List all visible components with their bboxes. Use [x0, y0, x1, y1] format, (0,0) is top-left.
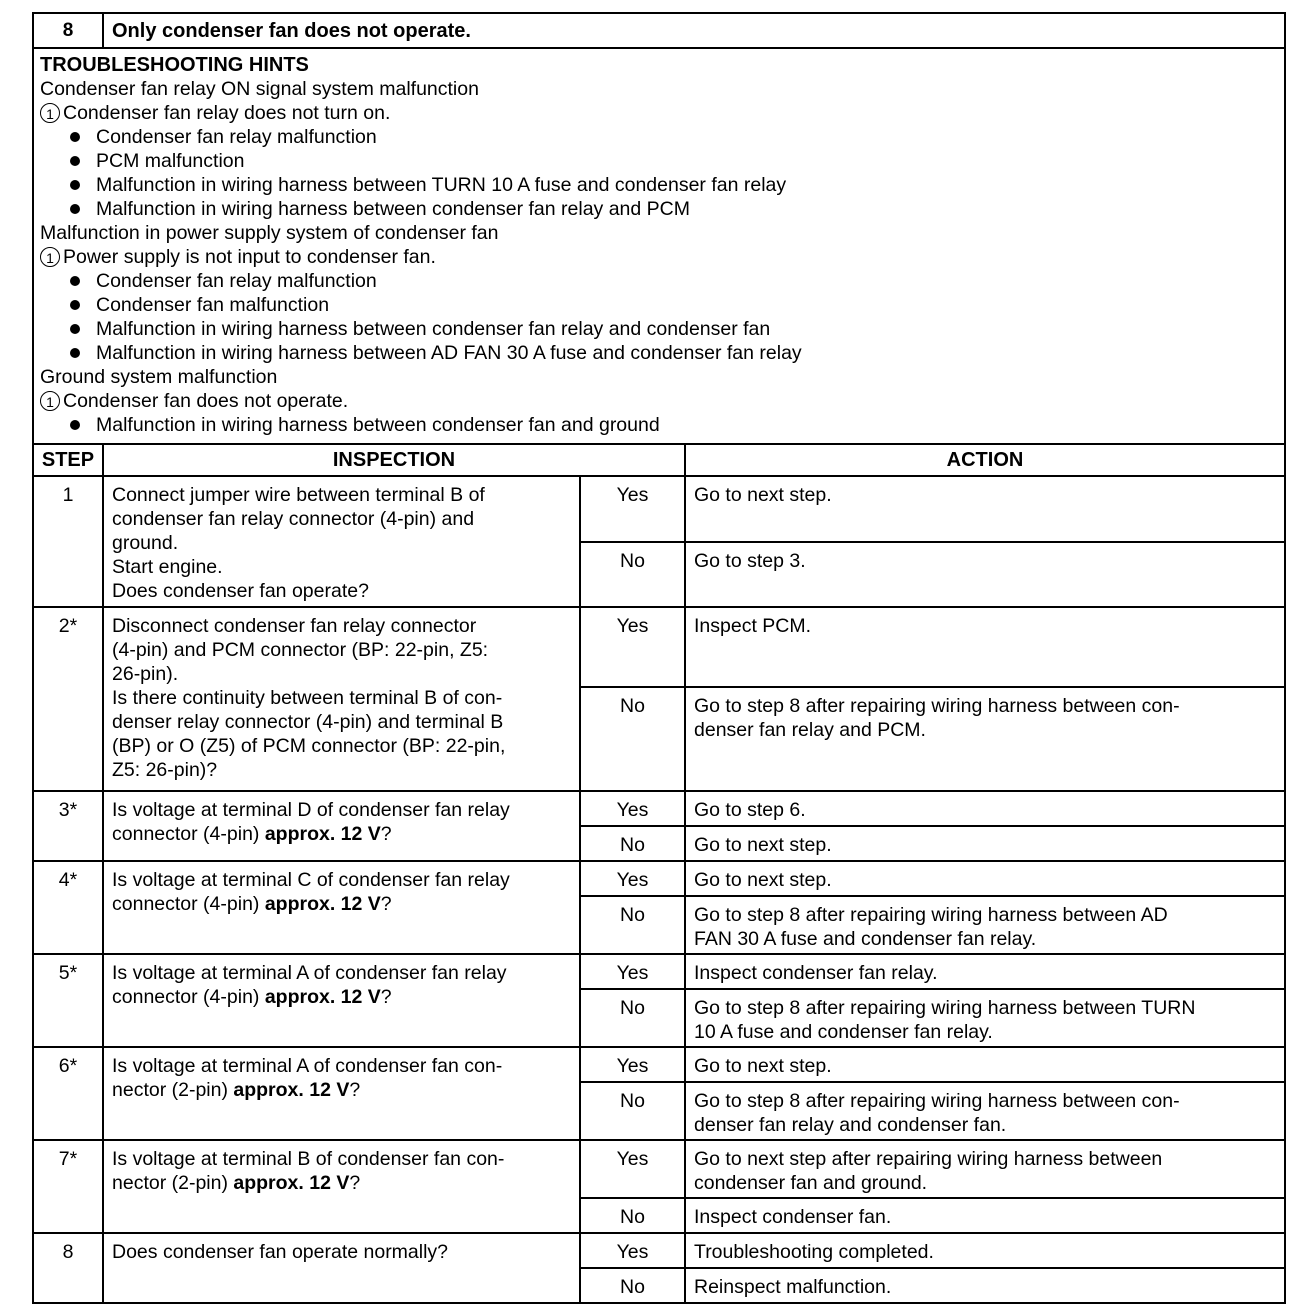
- no-label: No: [580, 542, 685, 607]
- action-line: Go to next step.: [694, 1055, 832, 1077]
- hint-heading: Condenser fan relay ON signal system malfunction: [40, 78, 479, 100]
- action-line: Go to step 6.: [694, 799, 806, 821]
- action-line: condenser fan and ground.: [694, 1172, 928, 1194]
- action-line: Reinspect malfunction.: [694, 1276, 892, 1298]
- inspection-text: [103, 1047, 580, 1140]
- circled-number-icon: 1: [40, 247, 60, 267]
- step-number: 5*: [33, 954, 103, 1047]
- yes-label: Yes: [580, 954, 685, 989]
- circled-number-icon: 1: [40, 103, 60, 123]
- action-line: Troubleshooting completed.: [694, 1241, 934, 1263]
- step-number: 3*: [33, 791, 103, 861]
- inspection-line: connector (4-pin) approx. 12 V?: [112, 823, 392, 845]
- action-line: Go to step 8 after repairing wiring harness between TURN: [694, 997, 1196, 1019]
- step-row: [33, 476, 1285, 542]
- no-action: [685, 989, 1285, 1047]
- action-line: Inspect condenser fan.: [694, 1206, 892, 1228]
- hint-cause: [40, 101, 1278, 125]
- bullet-icon: [70, 276, 80, 286]
- inspection-line: 26-pin).: [112, 663, 179, 685]
- hint-bullet-text: PCM malfunction: [96, 150, 245, 172]
- inspection-line: Is voltage at terminal A of condenser fan con-: [112, 1055, 503, 1077]
- inspection-line: nector (2-pin) approx. 12 V?: [112, 1079, 361, 1101]
- hint-bullet: [40, 125, 1278, 149]
- inspection-line: (BP) or O (Z5) of PCM connector (BP: 22-pin,: [112, 735, 506, 757]
- inspection-line: connector (4-pin) approx. 12 V?: [112, 986, 392, 1008]
- inspection-text: [103, 791, 580, 861]
- inspection-line: Is voltage at terminal D of condenser fan relay: [112, 799, 510, 821]
- yes-action: [685, 791, 1285, 826]
- header-row: [33, 13, 1285, 48]
- yes-action: [685, 954, 1285, 989]
- action-line: denser fan relay and condenser fan.: [694, 1114, 1007, 1136]
- inspection-text: [103, 607, 580, 791]
- hint-group: [40, 365, 1278, 437]
- hint-cause: [40, 245, 1278, 269]
- troubleshooting-table: [32, 12, 1286, 1304]
- bullet-icon: [70, 156, 80, 166]
- inspection-line: Is voltage at terminal B of condenser fan con-: [112, 1148, 505, 1170]
- action-line: Inspect PCM.: [694, 615, 812, 637]
- step-number: 6*: [33, 1047, 103, 1140]
- inspection-line: Is there continuity between terminal B of con-: [112, 687, 503, 709]
- yes-action: [685, 476, 1285, 542]
- inspection-line: Is voltage at terminal A of condenser fan relay: [112, 962, 507, 984]
- step-row: [33, 861, 1285, 896]
- yes-action: [685, 1233, 1285, 1268]
- inspection-line: Does condenser fan operate?: [112, 580, 369, 602]
- inspection-bold: approx. 12 V: [233, 1079, 350, 1101]
- hint-heading: Malfunction in power supply system of condenser fan: [40, 222, 499, 244]
- action-line: Go to step 3.: [694, 550, 806, 572]
- no-label: No: [580, 1268, 685, 1303]
- inspection-line: Does condenser fan operate normally?: [112, 1241, 449, 1263]
- inspection-line: Is voltage at terminal C of condenser fan relay: [112, 869, 510, 891]
- hint-cause-text: Condenser fan relay does not turn on.: [63, 102, 391, 124]
- yes-action: [685, 1140, 1285, 1198]
- hint-bullet-text: Malfunction in wiring harness between condenser fan relay and PCM: [96, 198, 690, 220]
- yes-label: Yes: [580, 861, 685, 896]
- yes-action: [685, 1047, 1285, 1082]
- hint-bullet: [40, 173, 1278, 197]
- hint-bullet-text: Condenser fan relay malfunction: [96, 270, 377, 292]
- inspection-line: ground.: [112, 532, 179, 554]
- action-line: Go to next step after repairing wiring harness between: [694, 1148, 1163, 1170]
- step-number: 8: [33, 1233, 103, 1303]
- step-number: 1: [33, 476, 103, 607]
- yes-label: Yes: [580, 1047, 685, 1082]
- hint-group: [40, 77, 1278, 221]
- bullet-icon: [70, 348, 80, 358]
- no-action: [685, 1198, 1285, 1233]
- hint-bullet-text: Malfunction in wiring harness between condenser fan and ground: [96, 414, 660, 436]
- yes-label: Yes: [580, 1140, 685, 1198]
- inspection-column-header: INSPECTION: [103, 444, 685, 476]
- action-line: 10 A fuse and condenser fan relay.: [694, 1021, 993, 1043]
- action-line: Go to step 8 after repairing wiring harness between con-: [694, 695, 1180, 717]
- bullet-icon: [70, 420, 80, 430]
- hint-group: [40, 221, 1278, 365]
- step-number: 2*: [33, 607, 103, 791]
- hint-bullet-text: Condenser fan malfunction: [96, 294, 330, 316]
- inspection-bold: approx. 12 V: [233, 1172, 350, 1194]
- bullet-icon: [70, 300, 80, 310]
- troubleshooting-hints: [33, 48, 1285, 444]
- inspection-bold: approx. 12 V: [264, 823, 381, 845]
- hint-bullet: [40, 413, 1278, 437]
- inspection-line: connector (4-pin) approx. 12 V?: [112, 893, 392, 915]
- bullet-icon: [70, 324, 80, 334]
- inspection-text: [103, 476, 580, 607]
- hint-cause: [40, 389, 1278, 413]
- no-label: No: [580, 1082, 685, 1140]
- hint-heading: Ground system malfunction: [40, 366, 278, 388]
- inspection-bold: approx. 12 V: [264, 893, 381, 915]
- hint-bullet: [40, 149, 1278, 173]
- no-label: No: [580, 687, 685, 791]
- step-number: 7*: [33, 1140, 103, 1233]
- hint-cause-text: Power supply is not input to condenser fan.: [63, 246, 436, 268]
- hints-title: TROUBLESHOOTING HINTS: [40, 54, 309, 76]
- procedure-title: Only condenser fan does not operate.: [103, 13, 1285, 48]
- procedure-number: 8: [33, 13, 103, 48]
- no-label: No: [580, 826, 685, 861]
- inspection-line: nector (2-pin) approx. 12 V?: [112, 1172, 361, 1194]
- inspection-text: [103, 1140, 580, 1233]
- bullet-icon: [70, 180, 80, 190]
- inspection-line: condenser fan relay connector (4-pin) and: [112, 508, 475, 530]
- hint-groups: [40, 77, 1278, 437]
- hints-row: [33, 48, 1285, 444]
- bullet-icon: [70, 132, 80, 142]
- inspection-line: Z5: 26-pin)?: [112, 759, 218, 781]
- circled-number-icon: 1: [40, 391, 60, 411]
- hint-bullet: [40, 293, 1278, 317]
- inspection-bold: approx. 12 V: [264, 986, 381, 1008]
- hint-bullet: [40, 269, 1278, 293]
- inspection-line: denser relay connector (4-pin) and terminal B: [112, 711, 504, 733]
- column-header-row: [33, 444, 1285, 476]
- no-label: No: [580, 1198, 685, 1233]
- hint-bullet: [40, 317, 1278, 341]
- inspection-text: [103, 1233, 580, 1303]
- action-line: Go to step 8 after repairing wiring harness between AD: [694, 904, 1168, 926]
- no-label: No: [580, 989, 685, 1047]
- yes-label: Yes: [580, 1233, 685, 1268]
- hint-bullet-text: Malfunction in wiring harness between TURN 10 A fuse and condenser fan relay: [96, 174, 787, 196]
- hint-bullet-text: Condenser fan relay malfunction: [96, 126, 377, 148]
- action-line: Go to next step.: [694, 869, 832, 891]
- inspection-line: Disconnect condenser fan relay connector: [112, 615, 477, 637]
- inspection-text: [103, 954, 580, 1047]
- hint-bullet-text: Malfunction in wiring harness between AD FAN 30 A fuse and condenser fan relay: [96, 342, 802, 364]
- action-line: denser fan relay and PCM.: [694, 719, 926, 741]
- step-column-header: STEP: [33, 444, 103, 476]
- inspection-text: [103, 861, 580, 954]
- no-action: [685, 896, 1285, 954]
- step-row: [33, 1233, 1285, 1268]
- yes-label: Yes: [580, 476, 685, 542]
- hint-bullet: [40, 341, 1278, 365]
- action-line: Inspect condenser fan relay.: [694, 962, 938, 984]
- step-row: [33, 791, 1285, 826]
- hint-bullet-text: Malfunction in wiring harness between condenser fan relay and condenser fan: [96, 318, 771, 340]
- bullet-icon: [70, 204, 80, 214]
- no-label: No: [580, 896, 685, 954]
- step-row: [33, 607, 1285, 687]
- step-row: [33, 1140, 1285, 1198]
- hint-bullet: [40, 197, 1278, 221]
- action-line: FAN 30 A fuse and condenser fan relay.: [694, 928, 1037, 950]
- step-rows: [33, 476, 1285, 1303]
- step-number: 4*: [33, 861, 103, 954]
- no-action: [685, 1082, 1285, 1140]
- hint-cause-text: Condenser fan does not operate.: [63, 390, 349, 412]
- inspection-line: (4-pin) and PCM connector (BP: 22-pin, Z5:: [112, 639, 489, 661]
- action-line: Go to next step.: [694, 484, 832, 506]
- no-action: [685, 1268, 1285, 1303]
- yes-action: [685, 607, 1285, 687]
- step-row: [33, 954, 1285, 989]
- action-line: Go to step 8 after repairing wiring harness between con-: [694, 1090, 1180, 1112]
- action-line: Go to next step.: [694, 834, 832, 856]
- troubleshooting-sheet: [32, 12, 1284, 1306]
- yes-action: [685, 861, 1285, 896]
- step-row: [33, 1047, 1285, 1082]
- no-action: [685, 687, 1285, 791]
- no-action: [685, 826, 1285, 861]
- yes-label: Yes: [580, 607, 685, 687]
- inspection-line: Connect jumper wire between terminal B of: [112, 484, 485, 506]
- action-column-header: ACTION: [685, 444, 1285, 476]
- no-action: [685, 542, 1285, 607]
- yes-label: Yes: [580, 791, 685, 826]
- inspection-line: Start engine.: [112, 556, 223, 578]
